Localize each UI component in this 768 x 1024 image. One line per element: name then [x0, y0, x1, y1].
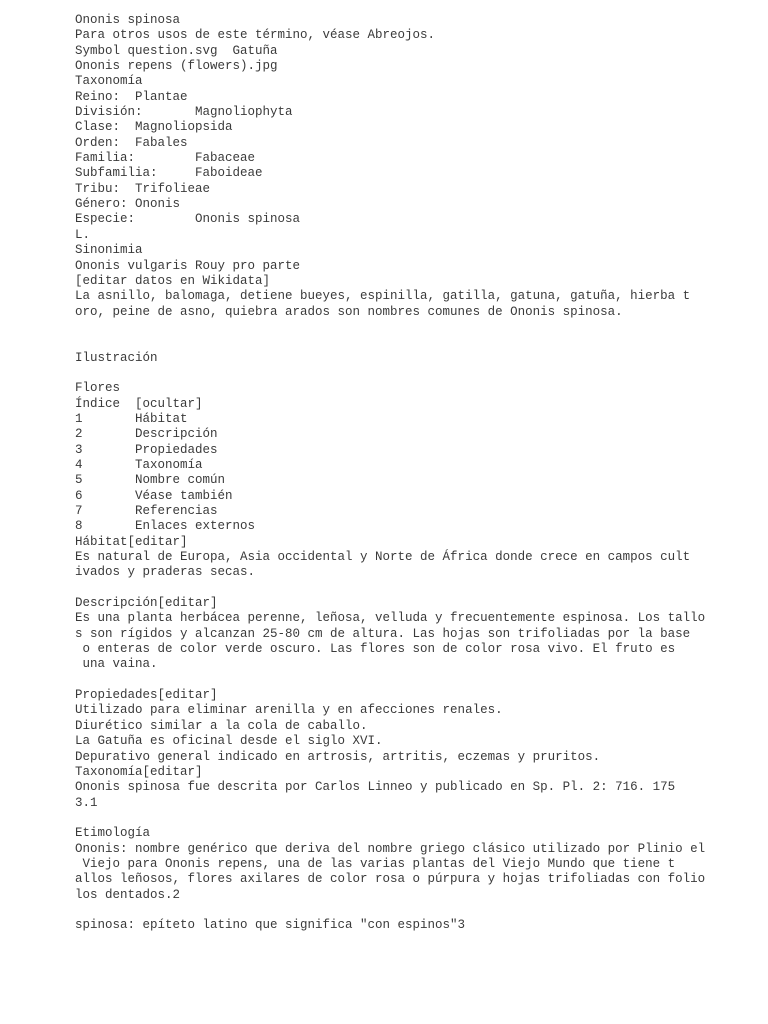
text-line: La asnillo, balomaga, detiene bueyes, espinilla, gatilla, gatuna, gatuña, hierba t: [75, 289, 691, 304]
text-line: 7 Referencias: [75, 504, 218, 518]
text-line: Depurativo general indicado en artrosis, artritis, eczemas y pruritos.: [75, 749, 601, 764]
text-line: 2 Descripción: [75, 427, 218, 442]
text-line: Es una planta herbácea perenne, leñosa, velluda y frecuentemente espinosa. Los tallo: [75, 611, 706, 626]
text-line: L.: [75, 227, 91, 242]
text-line: Taxonomía[editar]: [75, 764, 203, 779]
text-line: Clase: Magnoliopsida: [75, 120, 233, 135]
text-line: Utilizado para eliminar arenilla y en afecciones renales.: [75, 703, 503, 718]
text-line: Ononis spinosa fue descrita por Carlos Linneo y publicado en Sp. Pl. 2: 716. 175: [75, 780, 676, 795]
text-line: allos leñosos, flores axilares de color rosa o púrpura y hojas trifoliadas con folio: [75, 872, 706, 887]
text-line: o enteras de color verde oscuro. Las flores son de color rosa vivo. El fruto es: [75, 642, 676, 657]
text-line: Descripción[editar]: [75, 596, 218, 611]
text-line: Etimología: [75, 826, 151, 841]
text-line: Flores: [75, 381, 121, 396]
text-line: [75, 581, 705, 596]
text-line: Subfamilia: Faboideae: [75, 166, 263, 181]
text-line: 1 Hábitat: [75, 411, 188, 426]
text-line: Para otros usos de este término, véase Abreojos.: [75, 28, 436, 43]
text-line: Hábitat[editar]: [75, 534, 188, 549]
text-line: Propiedades[editar]: [75, 688, 218, 703]
text-line: [75, 335, 705, 350]
text-line: 8 Enlaces externos: [75, 519, 256, 534]
text-line: [75, 673, 705, 688]
text-line: 6 Véase también: [75, 488, 233, 503]
text-line: Género: Ononis: [75, 197, 181, 212]
text-line: Ononis vulgaris Rouy pro parte: [75, 258, 301, 273]
text-line: [75, 811, 705, 826]
text-line: Índice [ocultar]: [75, 396, 203, 411]
text-line: Orden: Fabales: [75, 135, 188, 150]
text-line: Ononis spinosa: [75, 13, 181, 27]
text-line: los dentados.2: [75, 887, 181, 902]
text-line: spinosa: epíteto latino que significa "con espinos"3: [75, 918, 466, 933]
text-line: Viejo para Ononis repens, una de las varias plantas del Viejo Mundo que tiene t: [75, 856, 676, 871]
text-line: Es natural de Europa, Asia occidental y Norte de África donde crece en campos cult: [75, 550, 691, 565]
text-line: Ononis: nombre genérico que deriva del nombre griego clásico utilizado por Plinio el: [75, 841, 706, 856]
text-line: 4 Taxonomía: [75, 457, 203, 472]
text-line: Taxonomía: [75, 74, 143, 89]
text-line: una vaina.: [75, 657, 158, 672]
text-line: oro, peine de asno, quiebra arados son nombres comunes de Ononis spinosa.: [75, 304, 623, 319]
text-line: [editar datos en Wikidata]: [75, 273, 271, 288]
text-line: La Gatuña es oficinal desde el siglo XVI.: [75, 734, 383, 749]
text-line: 5 Nombre común: [75, 473, 226, 488]
text-line: 3 Propiedades: [75, 442, 218, 457]
text-line: Sinonimia: [75, 243, 143, 258]
text-line: Diurético similar a la cola de caballo.: [75, 718, 368, 733]
text-line: [75, 320, 705, 335]
text-line: Symbol question.svg Gatuña: [75, 43, 278, 58]
text-line: Reino: Plantae: [75, 89, 188, 104]
text-line: [75, 366, 705, 381]
text-line: Especie: Ononis spinosa: [75, 212, 301, 227]
text-line: ivados y praderas secas.: [75, 565, 256, 580]
document-text: [75, 13, 705, 934]
text-line: División: Magnoliophyta: [75, 105, 293, 120]
text-line: s son rígidos y alcanzan 25-80 cm de altura. Las hojas son trifoliadas por la base: [75, 626, 691, 641]
text-line: [75, 903, 705, 918]
text-line: Tribu: Trifolieae: [75, 181, 211, 196]
text-line: Ilustración: [75, 350, 158, 365]
text-line: Ononis repens (flowers).jpg: [75, 59, 278, 74]
text-line: 3.1: [75, 795, 98, 810]
text-line: Familia: Fabaceae: [75, 151, 256, 166]
